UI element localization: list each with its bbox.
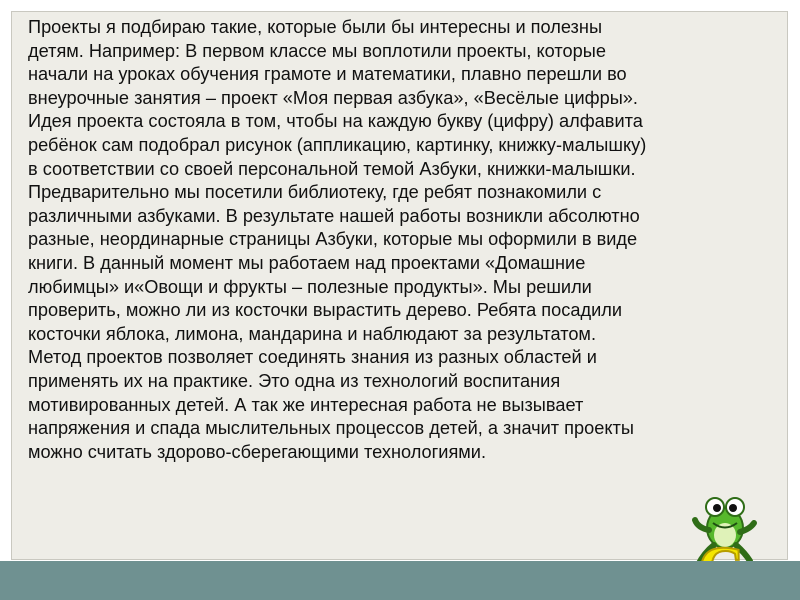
slide-body-text: Проекты я подбираю такие, которые были бы интересны и полезны детям. Например: В первом классе мы воплотили проекты, которые начали на уроках обучения грамоте и математики, плавно перешли во внеурочные занятия – проект «Моя первая азбука», «Весёлые цифры». Идея проекта состояла в том, чтобы на каждую букву (цифру) алфавита ребёнок сам подобрал рисунок (аппликацию, картинку, книжку-малышку) в соответствии со своей персональной темой Азбуки, книжки-малышки. Предварительно мы посетили библиотеку, где ребят познакомили с различными азбуками. В результате нашей работы возникли абсолютно разные, неординарные страницы Азбуки, которые мы оформили в виде книги. В данный момент мы работаем над проектами «Домашние любимцы» и«Овощи и фрукты – полезные продукты». Мы решили проверить, можно ли из косточки вырастить дерево. Ребята посадили косточки яблока, лимона, мандарина и наблюдают за результатом. Метод проектов позволяет соединять знания из разных областей и применять их на практике. Это одна из технологий воспитания мотивированных детей. А так же интересная работа не вызывает напряжения и спада мыслительных процессов детей, а значит проекты можно считать здорово-сберегающими технологиями. xyxy=(28,17,647,462)
bottom-bar xyxy=(0,561,800,600)
